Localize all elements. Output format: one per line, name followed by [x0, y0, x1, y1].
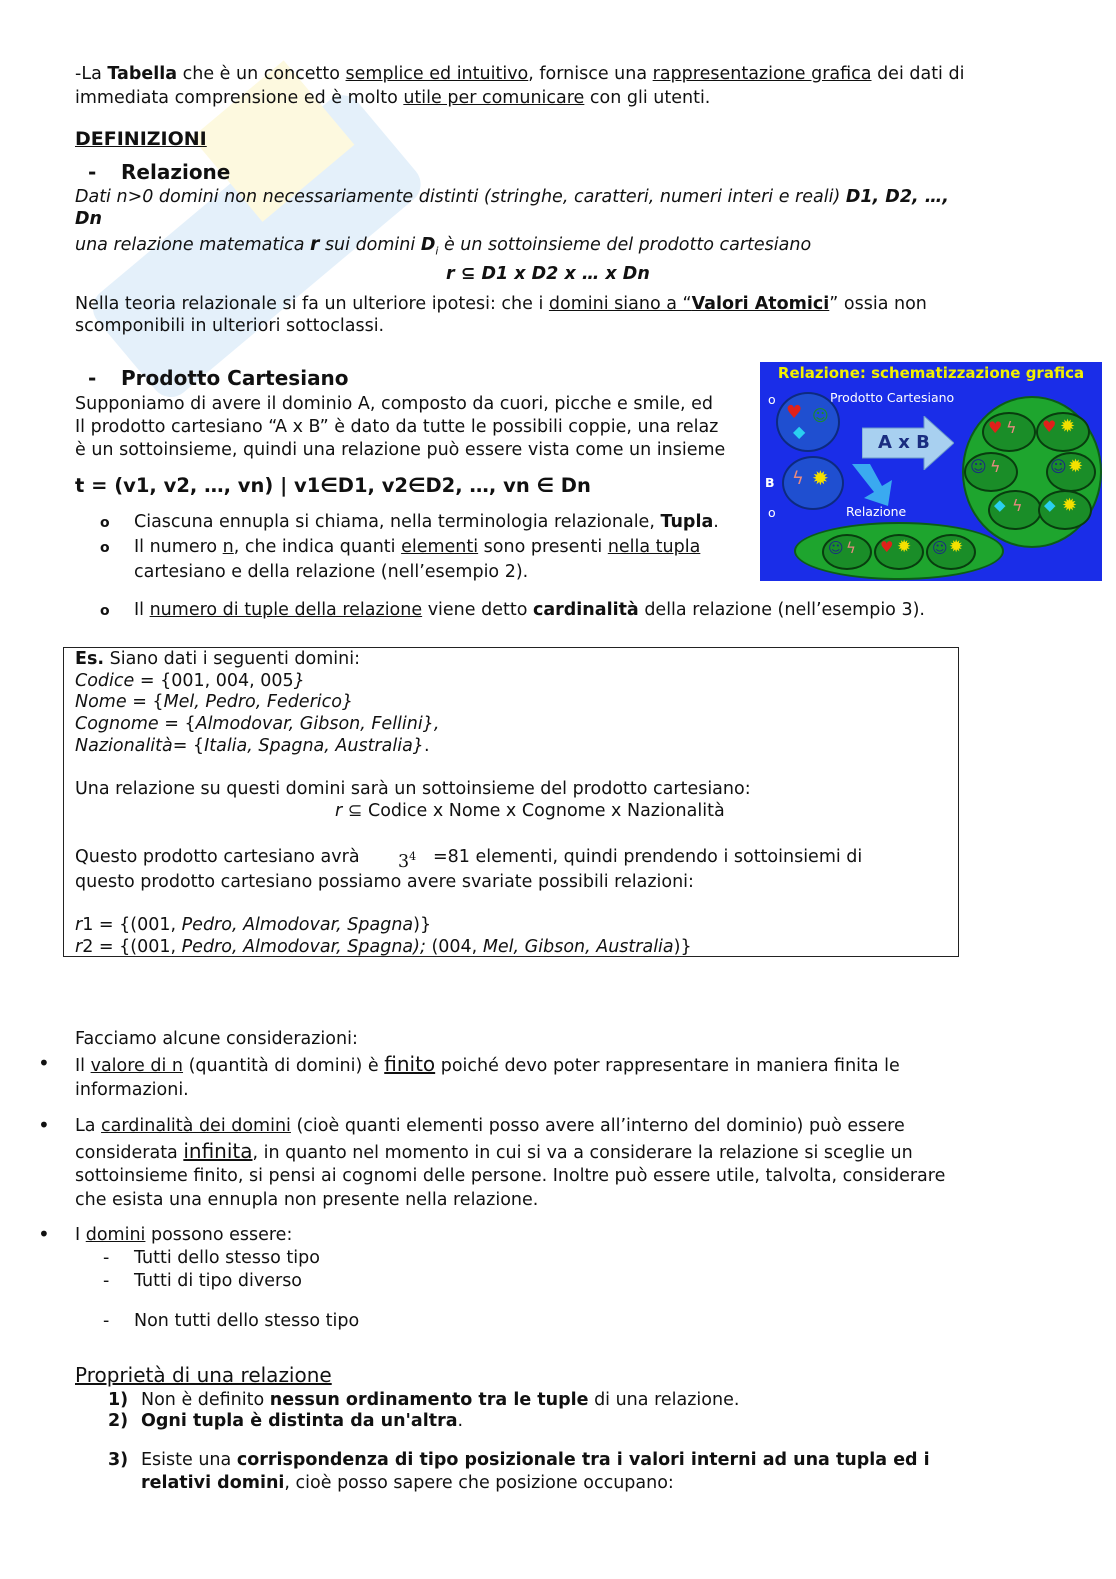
- pair-sun-icon-3: ✹: [1062, 495, 1078, 516]
- relazione-arrow: [848, 462, 898, 508]
- relazione-diagram-figure: [760, 362, 1102, 581]
- example-nome: Nome = {Mel, Pedro, Federico}: [75, 692, 354, 712]
- figure-b-label: B: [765, 475, 775, 490]
- considerazioni-2-line-4: che esista una ennupla non presente nella relazione.: [75, 1190, 539, 1210]
- example-card-line-2: questo prodotto cartesiano possiamo avere svariate possibili relazioni:: [75, 872, 694, 892]
- considerazioni-1-line-1: Il valore di n (quantità di domini) è finito poiché devo poter rappresentare in maniera finita le: [75, 1052, 900, 1076]
- domini-tipo-3: Non tutti dello stesso tipo: [134, 1311, 360, 1331]
- pair-bolt-icon-2: ϟ: [990, 457, 1001, 476]
- example-card-line-1b: =81 elementi, quindi prendendo i sottoinsiemi di: [433, 847, 863, 867]
- prodotto-line-3: è un sottoinsieme, quindi una relazione può essere vista come un insieme: [75, 440, 726, 460]
- bullet-o-2: o: [100, 540, 110, 556]
- considerazioni-2-line-2: considerata infinita, in quanto nel momento in cui si va a considerare la relazione si sceglie un: [75, 1139, 913, 1163]
- bolt-icon: ϟ: [792, 468, 804, 489]
- sub-dash-1: -: [103, 1248, 110, 1268]
- pair-diamond-icon-1: ◆: [994, 496, 1006, 514]
- relazione-def-line-3: una relazione matematica r sui domini $D_i$ è un sottoinsieme del prodotto cartesiano: [75, 233, 812, 258]
- example-relazione-line-1: Una relazione su questi domini sarà un sottoinsieme del prodotto cartesiano:: [75, 779, 751, 799]
- considerazioni-1-line-2: informazioni.: [75, 1080, 189, 1100]
- pair-sun-icon-1: ✹: [1060, 416, 1076, 437]
- proprieta-heading: Proprietà di una relazione: [75, 1363, 332, 1387]
- pair-bolt-icon-1: ϟ: [1006, 418, 1017, 437]
- figure-title: Relazione: schematizzazione grafica: [777, 364, 1085, 382]
- prodotto-bullet-2-line-2: cartesiano e della relazione (nell’esempio 2).: [134, 562, 529, 582]
- example-r2: r2 = {(001, Pedro, Almodovar, Spagna); (004, Mel, Gibson, Australia)}: [75, 937, 692, 957]
- sun-icon: ✹: [812, 466, 829, 490]
- example-card-line-1: Questo prodotto cartesiano avrà: [75, 847, 360, 867]
- example-intro: Es. Siano dati i seguenti domini:: [75, 649, 360, 669]
- diamond-icon: ◆: [793, 422, 806, 441]
- definizioni-heading: DEFINIZIONI: [75, 128, 207, 150]
- prodotto-heading: Prodotto Cartesiano: [121, 366, 349, 390]
- teoria-line-1: Nella teoria relazionale si fa un ulteriore ipotesi: che i domini siano a “Valori Atomici” ossia non: [75, 294, 927, 314]
- considerazioni-2-line-3: sottoinsieme finito, si pensi ai cognomi delle persone. Inoltre può essere utile, talvolta, considerare: [75, 1166, 946, 1186]
- axb-label: A x B: [878, 432, 930, 453]
- bullet-dot-3: •: [38, 1222, 50, 1246]
- intro-line-2: immediata comprensione ed è molto utile per comunicare con gli utenti.: [75, 88, 711, 108]
- rel-bolt-icon-1: ϟ: [846, 539, 856, 557]
- considerazioni-2-line-1: La cardinalità dei domini (cioè quanti elementi posso avere all’interno del dominio) può essere: [75, 1116, 905, 1136]
- relazione-def-line-2: Dn: [75, 209, 102, 229]
- pair-heart-icon-2: ♥: [1042, 417, 1057, 436]
- pair-heart-icon-1: ♥: [988, 418, 1003, 437]
- rel-smile-icon-1: ☺: [828, 539, 844, 557]
- intro-line-1: -La Tabella che è un concetto semplice ed intuitivo, fornisce una rappresentazione grafica dei dati di: [75, 64, 965, 84]
- proprieta-1: Non è definito nessun ordinamento tra le tuple di una relazione.: [141, 1390, 740, 1410]
- bullet-o-1: o: [100, 515, 110, 531]
- prop-num-2: 2): [108, 1411, 129, 1431]
- proprieta-2: Ogni tupla è distinta da un'altra.: [141, 1411, 464, 1431]
- figure-prodotto-label: Prodotto Cartesiano: [830, 390, 955, 405]
- considerazioni-3-line-1: I domini possono essere:: [75, 1225, 293, 1245]
- bullet-o-3: o: [100, 603, 110, 619]
- sub-dash-2: -: [103, 1271, 110, 1291]
- domini-tipo-1: Tutti dello stesso tipo: [134, 1248, 320, 1268]
- domini-tipo-2: Tutti di tipo diverso: [134, 1271, 303, 1291]
- prodotto-line-1: Supponiamo di avere il dominio A, composto da cuori, picche e smile, ed: [75, 394, 714, 414]
- pair-bolt-icon-3: ϟ: [1012, 496, 1023, 515]
- pair-smile-icon-1: ☺: [970, 457, 987, 476]
- proprieta-3-line-1: Esiste una corrispondenza di tipo posizionale tra i valori interni ad una tupla ed i: [141, 1450, 930, 1470]
- rel-sun-icon-1: ✹: [897, 537, 912, 557]
- rel-sun-icon-2: ✹: [949, 537, 964, 557]
- prop-num-1: 1): [108, 1390, 129, 1410]
- prop-num-3: 3): [108, 1450, 129, 1470]
- rel-smile-icon-2: ☺: [932, 539, 948, 557]
- example-relazione-line-2: r ⊆ Codice x Nome x Cognome x Nazionalità: [335, 801, 725, 821]
- tuple-formula: t = (v1, v2, …, vn) | v1∈D1, v2∈D2, …, vn ∈ Dn: [75, 474, 591, 497]
- example-codice: Codice = {001, 004, 005}: [75, 671, 305, 691]
- rel-heart-icon-1: ♥: [880, 538, 894, 556]
- prodotto-bullet-2: Il numero n, che indica quanti elementi sono presenti nella tupla: [134, 537, 701, 557]
- bullet-dot-2: •: [38, 1113, 50, 1137]
- prodotto-dash: -: [88, 366, 97, 390]
- smile-icon: ☺: [812, 406, 829, 425]
- figure-relazione-label: Relazione: [846, 504, 907, 519]
- considerazioni-intro: Facciamo alcune considerazioni:: [75, 1029, 358, 1049]
- pair-smile-icon-2: ☺: [1050, 457, 1067, 476]
- prodotto-line-2: Il prodotto cartesiano “A x B” è dato da tutte le possibili coppie, una relaz: [75, 417, 719, 437]
- bullet-dot-1: •: [38, 1051, 50, 1075]
- example-nazionalita: Nazionalità= {Italia, Spagna, Australia}.: [75, 736, 430, 756]
- relazione-dash: -: [88, 160, 97, 184]
- relazione-formula: r ⊆ D1 x D2 x … x Dn: [446, 264, 650, 284]
- relazione-def-line-1: Dati n>0 domini non necessariamente distinti (stringhe, caratteri, numeri interi e reali) D1, D2, …,: [75, 187, 949, 207]
- proprieta-3-line-2: relativi domini, cioè posso sapere che posizione occupano:: [141, 1473, 674, 1493]
- figure-o-label-1: o: [768, 392, 776, 407]
- teoria-line-2: scomponibili in ulteriori sottoclassi.: [75, 316, 385, 336]
- example-r1: r1 = {(001, Pedro, Almodovar, Spagna)}: [75, 915, 432, 935]
- sub-dash-3: -: [103, 1311, 110, 1331]
- example-cognome: Cognome = {Almodovar, Gibson, Fellini},: [75, 714, 440, 734]
- prodotto-bullet-1: Ciascuna ennupla si chiama, nella terminologia relazionale, Tupla.: [134, 512, 719, 532]
- relazione-heading: Relazione: [121, 160, 231, 184]
- prodotto-bullet-3: Il numero di tuple della relazione viene detto cardinalità della relazione (nell’esempio 3).: [134, 600, 925, 620]
- heart-icon: ♥: [786, 402, 803, 423]
- example-card-power: $3^4$: [398, 850, 417, 872]
- pair-sun-icon-2: ✹: [1068, 456, 1084, 477]
- pair-diamond-icon-2: ◆: [1044, 496, 1056, 514]
- figure-o-label-2: o: [768, 505, 776, 520]
